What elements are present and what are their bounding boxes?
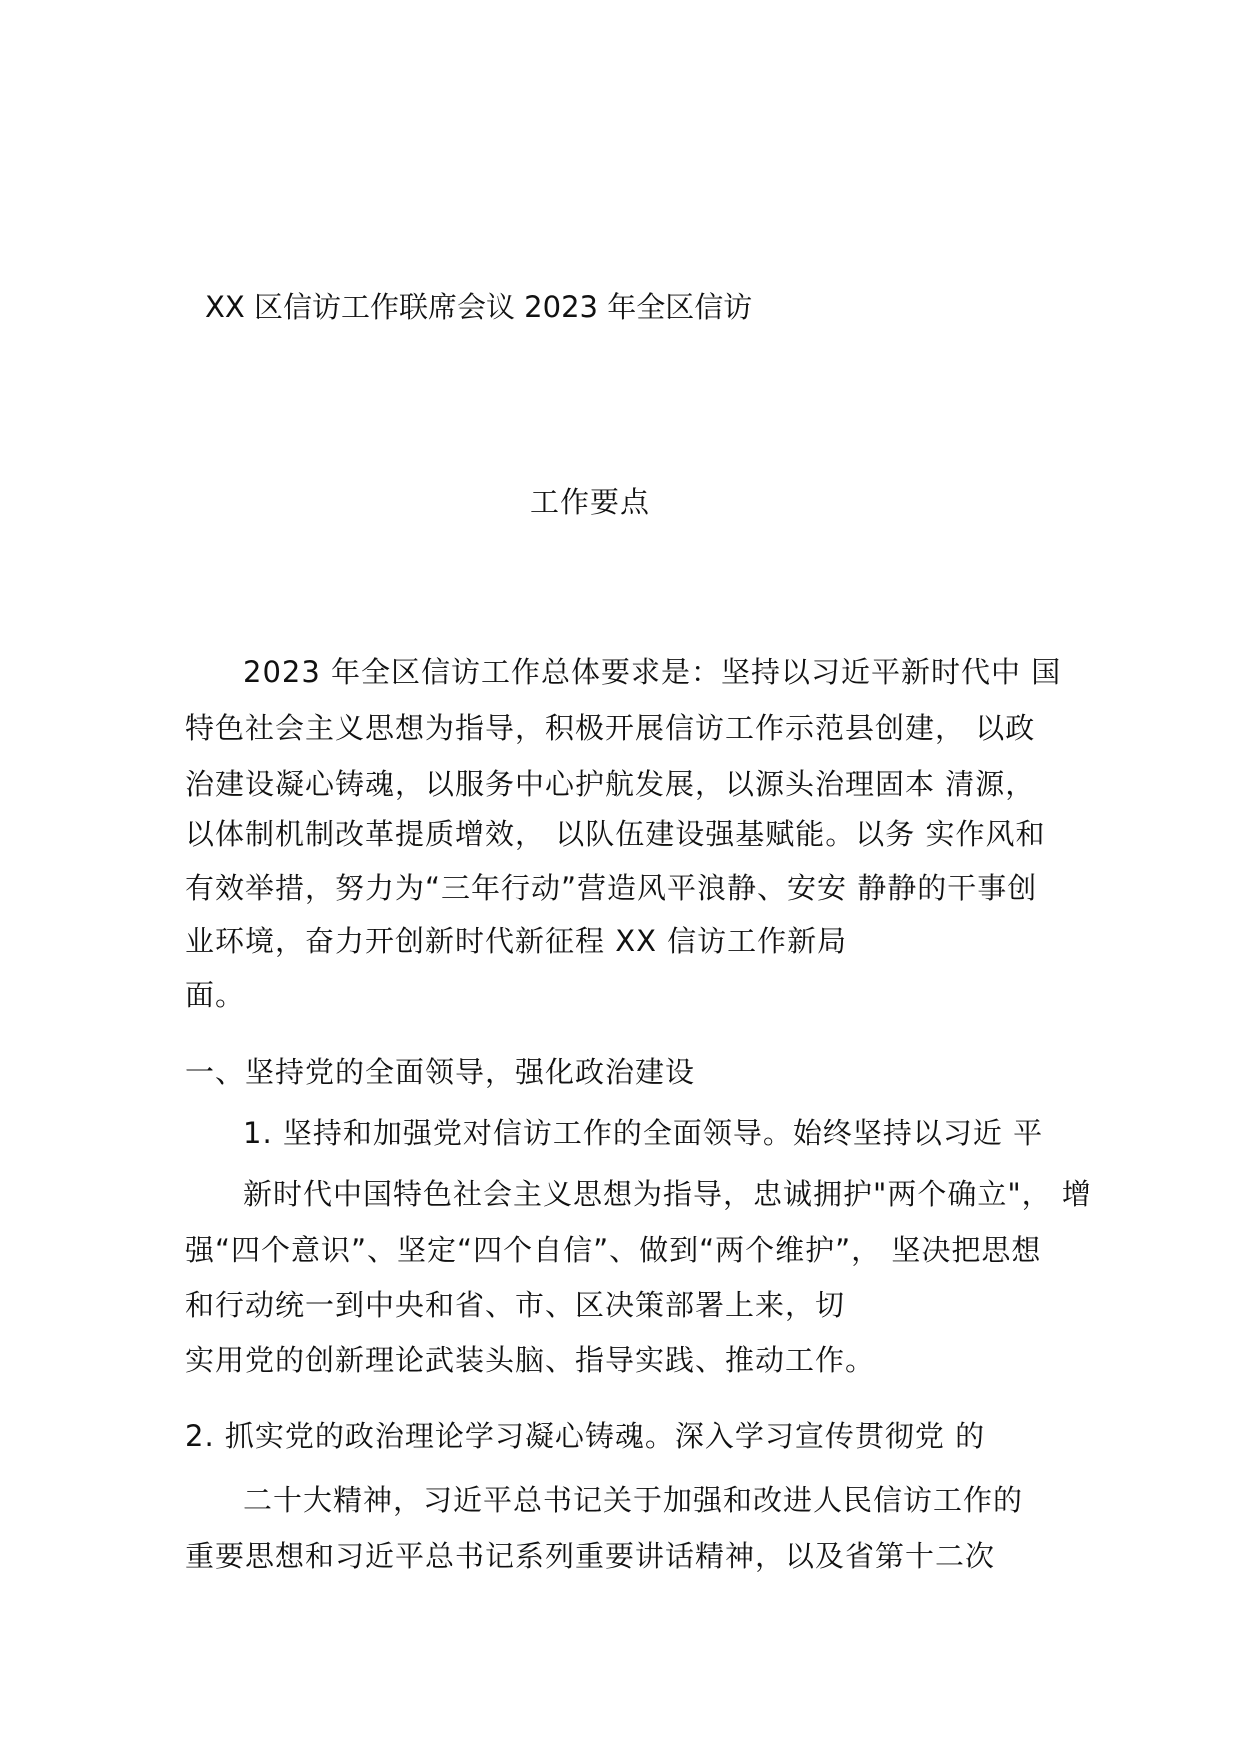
paragraph-line: 2023 年全区信访工作总体要求是：坚持以习近平新时代中 国: [243, 655, 1062, 689]
document-title-line-2: 工作要点: [530, 485, 651, 519]
document-title-line-1: XX 区信访工作联席会议 2023 年全区信访: [205, 290, 753, 324]
paragraph-line: 治建设凝心铸魂，以服务中心护航发展，以源头治理固本 清源，: [185, 767, 1036, 801]
paragraph-line: 1. 坚持和加强党对信访工作的全面领导。始终坚持以习近 平: [243, 1116, 1044, 1150]
paragraph-line: 重要思想和习近平总书记系列重要讲话精神，以及省第十二次: [185, 1539, 996, 1573]
paragraph-line: 2. 抓实党的政治理论学习凝心铸魂。深入学习宣传贯彻党 的: [185, 1419, 986, 1453]
paragraph-line: 新时代中国特色社会主义思想为指导，忠诚拥护"两个确立"， 增: [243, 1177, 1092, 1211]
paragraph-line: 实用党的创新理论武装头脑、指导实践、推动工作。: [185, 1343, 876, 1377]
paragraph-line: 以体制机制改革提质增效， 以队伍建设强基赋能。以务 实作风和: [185, 817, 1046, 851]
paragraph-line: 业环境，奋力开创新时代新征程 XX 信访工作新局: [185, 924, 848, 958]
paragraph-line: 强“四个意识”、坚定“四个自信”、做到“两个维护”， 坚决把思想: [185, 1233, 1042, 1267]
section-heading: 一、坚持党的全面领导，强化政治建设: [185, 1055, 696, 1089]
paragraph-line: 二十大精神，习近平总书记关于加强和改进人民信访工作的: [243, 1483, 1024, 1517]
paragraph-line: 面。: [185, 978, 246, 1012]
paragraph-line: 和行动统一到中央和省、市、区决策部署上来，切: [185, 1288, 846, 1322]
paragraph-line: 有效举措，努力为“三年行动”营造风平浪静、安安 静静的干事创: [185, 871, 1038, 905]
paragraph-line: 特色社会主义思想为指导，积极开展信访工作示范县创建， 以政: [185, 711, 1036, 745]
